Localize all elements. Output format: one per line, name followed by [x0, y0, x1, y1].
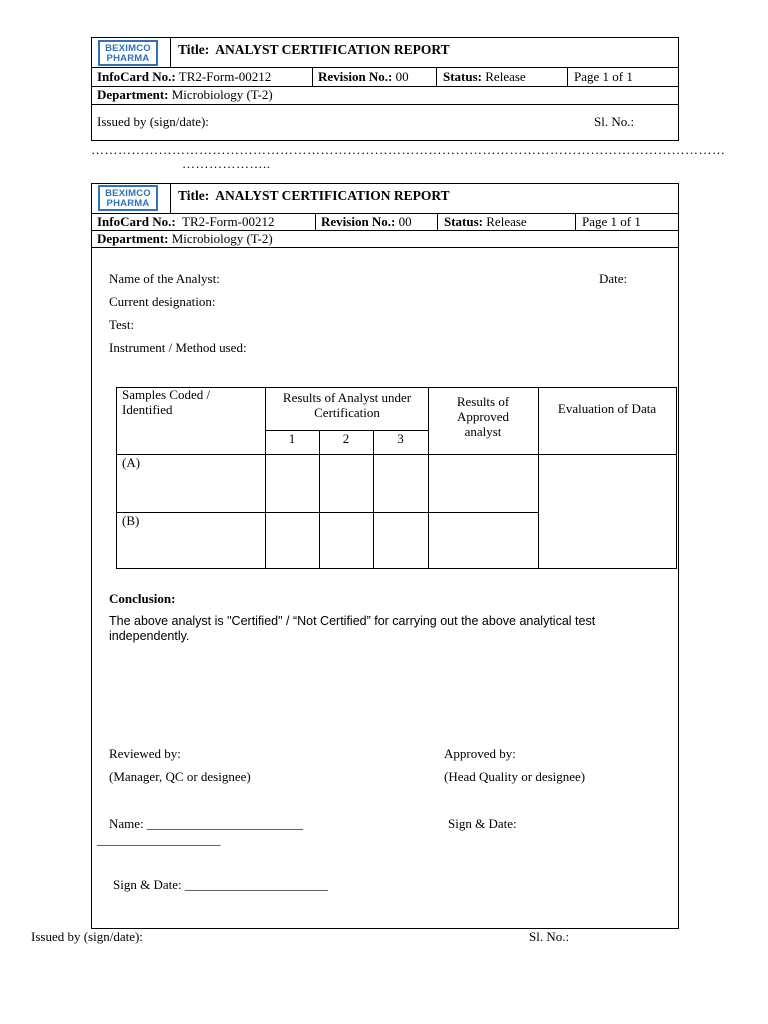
footer-sl-no: Sl. No.: [529, 929, 570, 944]
department-value: Microbiology (T-2) [171, 87, 273, 102]
divider [575, 213, 576, 230]
designation-label: Current designation: [109, 294, 216, 309]
revision-label: Revision No.: [321, 214, 396, 229]
sl-no-label: Sl. No.: [594, 114, 635, 129]
signature-line: ___________________ [97, 832, 221, 847]
name-field: Name: ________________________ [109, 816, 303, 831]
approved-by-label: Approved by: [444, 746, 516, 761]
beximco-logo [98, 185, 158, 211]
sub-col-2: 2 [342, 431, 350, 446]
table-header-bottom [116, 454, 676, 455]
table-border-bottom [116, 568, 676, 569]
infocard-value: TR2-Form-00212 [178, 69, 272, 84]
col-header-samples: Samples Coded / Identified [122, 387, 211, 417]
status-value: Release [486, 214, 527, 229]
col-header-results: Results of Analyst under Certification [282, 390, 412, 420]
conclusion-text: The above analyst is "Certified" / “Not Certified” for carrying out the above analytical test independently. [109, 614, 596, 643]
status-label: Status: [443, 69, 483, 84]
logo-line2: PHARMA [106, 53, 150, 64]
divider [91, 104, 679, 105]
department-label: Department: [97, 231, 169, 246]
divider [567, 67, 568, 86]
sign-date-left: Sign & Date: ______________________ [113, 877, 328, 892]
conclusion-heading: Conclusion: [109, 591, 176, 606]
status [444, 214, 527, 230]
logo-line1: BEXIMCO [105, 188, 151, 199]
report-title [178, 188, 450, 204]
department-value: Microbiology (T-2) [171, 231, 273, 246]
revision [318, 69, 409, 85]
revision [321, 214, 412, 230]
table-row-label: (B) [122, 513, 140, 528]
department-label: Department: [97, 87, 169, 102]
table-col-line [428, 387, 429, 569]
divider [170, 183, 171, 214]
analyst-name-label: Name of the Analyst: [109, 271, 220, 286]
page-number: Page 1 of 1 [582, 214, 641, 229]
department [97, 87, 273, 103]
col-header-approved: Results of Approved analyst [456, 394, 510, 439]
issued-by-label: Issued by (sign/date): [97, 114, 209, 129]
sign-date-right: Sign & Date: [448, 816, 517, 831]
date-label: Date: [599, 271, 628, 286]
infocard [97, 214, 274, 230]
table-col-line [319, 430, 320, 569]
title-label: Title: [178, 42, 210, 57]
reviewed-by-label: Reviewed by: [109, 746, 181, 761]
status-value: Release [485, 69, 526, 84]
table-col-line [265, 387, 266, 569]
divider [436, 67, 437, 86]
title-text: ANALYST CERTIFICATION REPORT [215, 42, 450, 57]
table-col-line [373, 430, 374, 569]
sub-col-3: 3 [397, 431, 404, 446]
sub-col-1: 1 [288, 431, 296, 446]
footer-issued-by: Issued by (sign/date): [31, 929, 143, 944]
table-border-right [676, 387, 677, 569]
dotted-divider: …………………………………………………………………………………………………………………………… [91, 142, 726, 157]
page-number: Page 1 of 1 [574, 69, 633, 84]
infocard-value: TR2-Form-00212 [182, 214, 275, 229]
approved-role: (Head Quality or designee) [444, 769, 586, 784]
divider [91, 67, 679, 68]
divider [91, 247, 679, 248]
status [443, 69, 526, 85]
divider [312, 67, 313, 86]
col-header-evaluation: Evaluation of Data [557, 401, 657, 416]
infocard [97, 69, 271, 85]
logo-line1: BEXIMCO [105, 43, 151, 54]
table-row-label: (A) [122, 455, 141, 470]
dotted-divider-tail: ……………….. [182, 156, 271, 171]
table-border-left [116, 387, 117, 569]
table-row-divider [116, 512, 539, 513]
divider [170, 37, 171, 68]
status-label: Status: [444, 214, 484, 229]
reviewed-role: (Manager, QC or designee) [109, 769, 251, 784]
title-label: Title: [178, 188, 210, 203]
beximco-logo [98, 40, 158, 66]
infocard-label: InfoCard No.: [97, 69, 176, 84]
infocard-label: InfoCard No.: [97, 214, 176, 229]
revision-label: Revision No.: [318, 69, 393, 84]
department [97, 231, 273, 247]
revision-value: 00 [395, 69, 409, 84]
title-text: ANALYST CERTIFICATION REPORT [215, 188, 450, 203]
test-label: Test: [109, 317, 135, 332]
table-col-line [538, 387, 539, 569]
divider [437, 213, 438, 230]
divider [315, 213, 316, 230]
report-title [178, 42, 450, 58]
logo-line2: PHARMA [106, 198, 150, 209]
instrument-label: Instrument / Method used: [109, 340, 247, 355]
revision-value: 00 [398, 214, 412, 229]
